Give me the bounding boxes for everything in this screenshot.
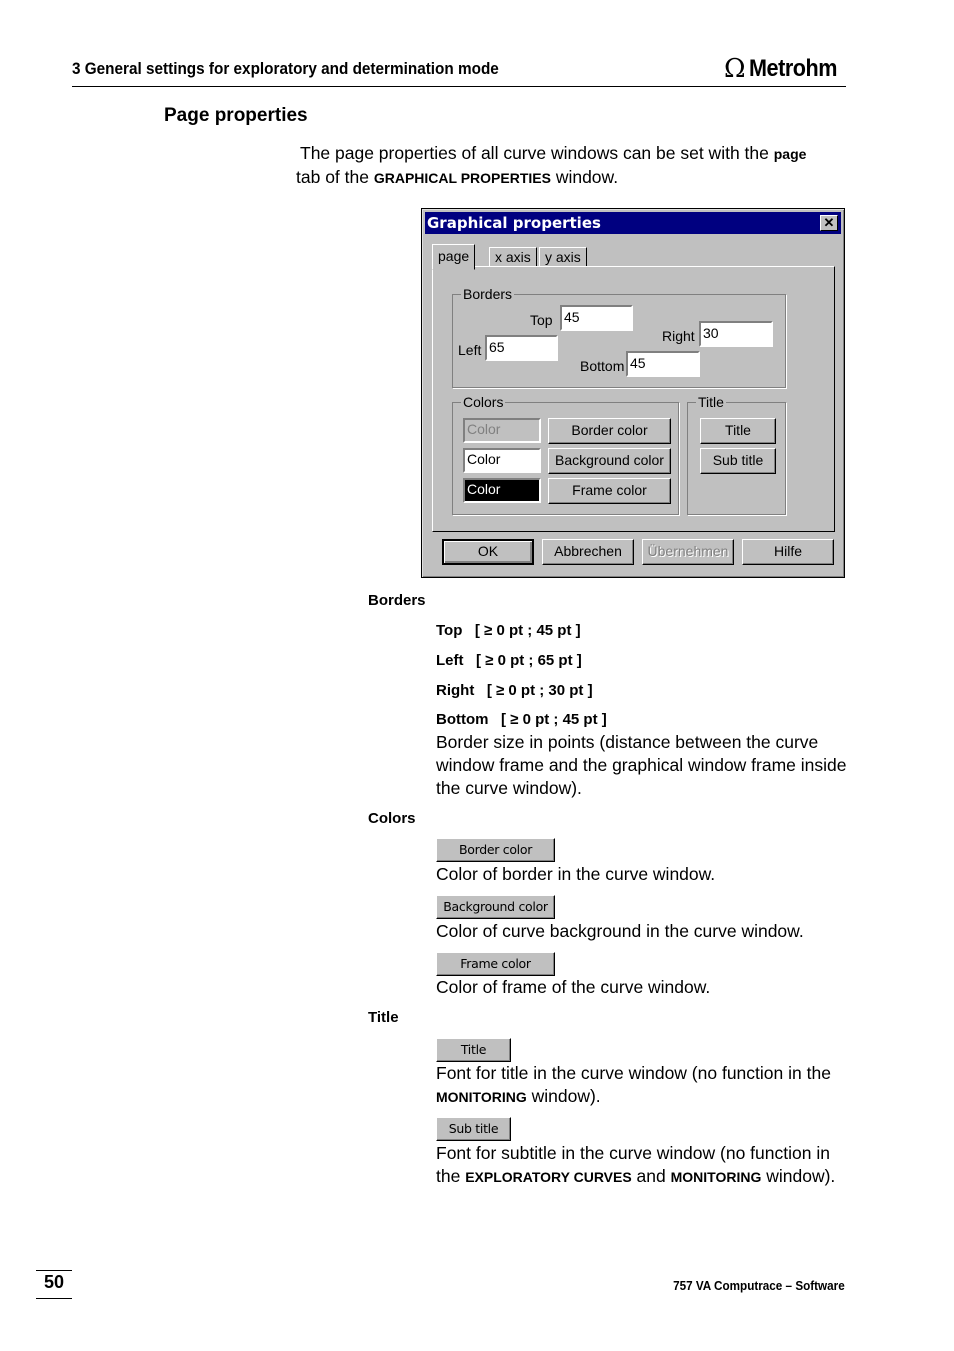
colors-group [452, 394, 679, 515]
frame-color-swatch: Color [463, 478, 541, 503]
hilfe-button[interactable]: Hilfe [742, 539, 834, 565]
right-label: Right [662, 328, 695, 344]
param-bottom: Bottom [ ≥ 0 pt ; 45 pt ] [436, 711, 607, 728]
sub-title-desc: Font for subtitle in the curve window (no function in the EXPLORATORY CURVES and MONITORING window). [436, 1143, 836, 1186]
page-number: 50 [43, 1272, 65, 1292]
graphical-properties-dialog [421, 208, 845, 578]
close-icon: ✕ [823, 215, 835, 230]
frame-color-desc: Color of frame of the curve window. [436, 977, 711, 997]
brand-name: Metrohm [748, 55, 837, 82]
omega-icon: Ω [724, 54, 746, 84]
background-color-swatch: Color [463, 448, 541, 473]
background-color-button[interactable]: Background color [548, 448, 671, 474]
product-name: 757 VA Computrace – Software [673, 1278, 845, 1293]
sub-title-sample-button: Sub title [436, 1117, 511, 1141]
background-color-sample-button: Background color [436, 895, 555, 919]
tab-y-axis[interactable]: y axis [539, 247, 587, 267]
metrohm-logo [724, 54, 846, 84]
param-top: Top [ ≥ 0 pt ; 45 pt ] [436, 622, 581, 639]
page-tab-panel [432, 266, 835, 532]
top-input[interactable]: 45 [560, 305, 633, 331]
background-color-desc: Color of curve background in the curve window. [436, 921, 804, 941]
border-color-desc: Color of border in the curve window. [436, 864, 716, 884]
header-rule [72, 86, 846, 87]
dialog-title: Graphical properties [427, 214, 601, 232]
border-color-button[interactable]: Border color [548, 418, 671, 444]
tab-x-axis[interactable]: x axis [489, 247, 537, 267]
bottom-input[interactable]: 45 [626, 351, 700, 377]
colors-heading: Colors [368, 810, 416, 827]
dialog-titlebar [425, 212, 841, 234]
borders-heading: Borders [368, 592, 426, 609]
title-heading: Title [368, 1009, 399, 1026]
abbrechen-button[interactable]: Abbrechen [542, 539, 634, 565]
title-group-label: Title [698, 394, 724, 410]
title-group [687, 394, 786, 515]
borders-group [452, 286, 786, 388]
intro-paragraph: The page properties of all curve windows can be set with the page tab of the GRAPHICAL PROPERTIES window. [296, 143, 807, 187]
frame-color-button[interactable]: Frame color [548, 478, 671, 504]
title-desc: Font for title in the curve window (no function in the MONITORING window). [436, 1063, 831, 1106]
param-right: Right [ ≥ 0 pt ; 30 pt ] [436, 682, 593, 699]
borders-group-label: Borders [463, 286, 513, 302]
frame-color-sample-button: Frame color [436, 952, 555, 976]
border-color-sample-button: Border color [436, 838, 555, 862]
param-left: Left [ ≥ 0 pt ; 65 pt ] [436, 652, 582, 669]
borders-description: Border size in points (distance between the curve window frame and the graphical window frame inside the curve window). [436, 732, 847, 798]
title-button[interactable]: Title [700, 418, 776, 444]
top-label: Top [530, 312, 553, 328]
left-label: Left [458, 342, 482, 358]
section-heading: Page properties [164, 105, 308, 126]
chapter-title: 3 General settings for exploratory and determination mode [72, 59, 499, 78]
tab-page[interactable]: page [432, 244, 475, 270]
right-input[interactable]: 30 [699, 321, 773, 347]
border-color-swatch: Color [463, 418, 541, 443]
close-button[interactable] [820, 215, 838, 231]
left-input[interactable]: 65 [485, 335, 558, 361]
colors-group-label: Colors [463, 394, 504, 410]
sub-title-button[interactable]: Sub title [700, 448, 776, 474]
uebernehmen-button[interactable]: Übernehmen [642, 539, 734, 565]
ok-button[interactable]: OK [442, 539, 534, 565]
bottom-label: Bottom [580, 358, 625, 374]
title-sample-button: Title [436, 1038, 511, 1062]
